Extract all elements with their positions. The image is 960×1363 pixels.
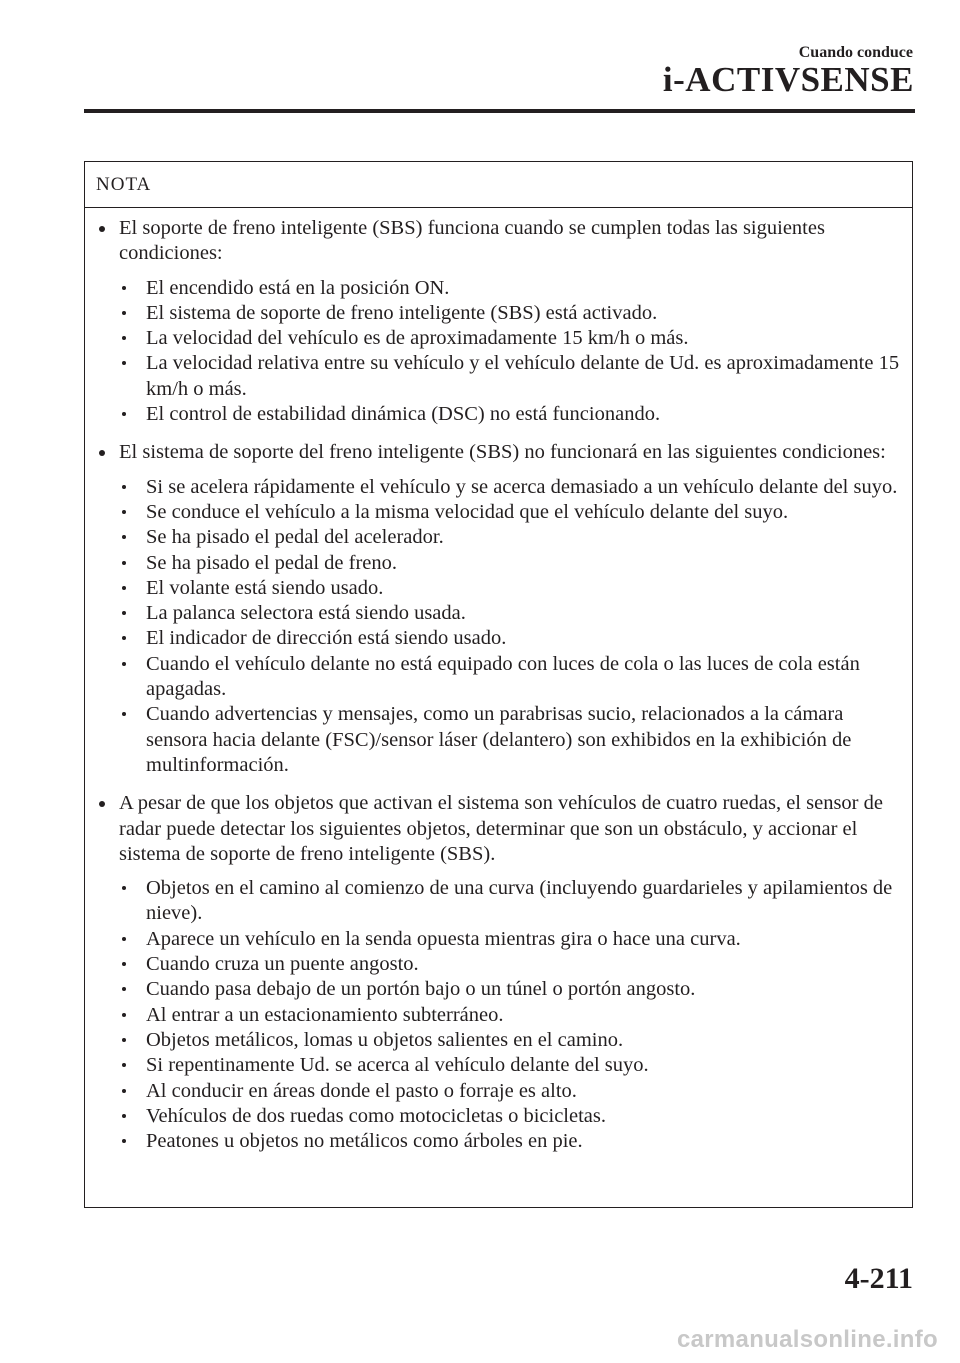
sub-list-item (99, 1028, 902, 1053)
sub-bullet-dot-icon (122, 712, 126, 716)
sub-bullet-dot-icon (122, 662, 126, 666)
sub-bullet-dot-icon (122, 611, 126, 615)
sub-item-text: Objetos metálicos, lomas u objetos salientes en el camino. (146, 1028, 624, 1051)
sub-list-item (99, 1104, 902, 1129)
sub-item-text: El control de estabilidad dinámica (DSC) no está funcionando. (146, 403, 661, 426)
sub-list-item (99, 402, 902, 427)
sub-item-text: El indicador de dirección está siendo usado. (146, 627, 507, 650)
sub-list-item (99, 876, 902, 927)
section-heading: Cuando conduce (798, 44, 913, 61)
sub-list-item (99, 525, 902, 550)
sub-item-text: Al conducir en áreas donde el pasto o forraje es alto. (146, 1079, 577, 1102)
sub-item-text: Cuando pasa debajo de un portón bajo o un túnel o portón angosto. (146, 978, 696, 1001)
sub-list-item (99, 1079, 902, 1104)
sub-bullet-dot-icon (122, 1038, 126, 1042)
sub-list-item (99, 301, 902, 326)
note-body (85, 208, 912, 1154)
bullet-text: A pesar de que los objetos que activan el sistema son vehículos de cuatro ruedas, el sensor de radar puede detectar los siguientes objetos, determinar que son un obstáculo, y accionar el sistema de soporte de freno inteligente (SBS). (119, 792, 883, 865)
sub-bullet-dot-icon (122, 886, 126, 890)
sub-list-item (99, 652, 902, 703)
sub-bullet-dot-icon (122, 286, 126, 290)
sub-item-text: Cuando advertencias y mensajes, como un parabrisas sucio, relacionados a la cámara sensora hacia delante (FSC)/sensor láser (delantero) son exhibidos en la exhibición de multinformación. (146, 703, 852, 776)
sub-list-item (99, 576, 902, 601)
sub-item-text: La velocidad relativa entre su vehículo y el vehículo delante de Ud. es aproximadamente 15 km/h o más. (146, 352, 900, 400)
sub-list-item (99, 475, 902, 500)
sub-item-text: Al entrar a un estacionamiento subterráneo. (146, 1003, 504, 1026)
bullet-dot-icon (99, 801, 105, 807)
sub-list-item (99, 977, 902, 1002)
sub-item-text: La palanca selectora está siendo usada. (146, 602, 466, 625)
sub-bullet-dot-icon (122, 1013, 126, 1017)
sub-item-text: Se ha pisado el pedal de freno. (146, 551, 398, 574)
sub-item-text: Cuando cruza un puente angosto. (146, 953, 419, 976)
sub-bullet-dot-icon (122, 937, 126, 941)
sub-list-item (99, 1129, 902, 1154)
sub-bullet-dot-icon (122, 586, 126, 590)
sub-bullet-dot-icon (122, 636, 126, 640)
page-number: 4-211 (844, 1262, 913, 1295)
note-bullet (99, 791, 902, 867)
sub-item-text: Se conduce el vehículo a la misma velocidad que el vehículo delante del suyo. (146, 500, 789, 523)
sub-list-item (99, 626, 902, 651)
watermark: carmanualsonline.info (676, 1326, 938, 1353)
sub-list-item (99, 952, 902, 977)
sub-bullet-dot-icon (122, 1139, 126, 1143)
sub-bullet-dot-icon (122, 412, 126, 416)
header-divider (84, 109, 915, 113)
sub-list-item (99, 702, 902, 778)
sub-item-text: Vehículos de dos ruedas como motocicletas o bicicletas. (146, 1104, 606, 1127)
sub-item-text: El encendido está en la posición ON. (146, 276, 450, 299)
sub-list (99, 876, 902, 1154)
sub-bullet-dot-icon (122, 361, 126, 365)
sub-bullet-dot-icon (122, 1063, 126, 1067)
sub-item-text: Cuando el vehículo delante no está equipado con luces de cola o las luces de cola están apagadas. (146, 652, 860, 701)
sub-list-item (99, 500, 902, 525)
sub-bullet-dot-icon (122, 1114, 126, 1118)
sub-bullet-dot-icon (122, 311, 126, 315)
sub-bullet-dot-icon (122, 561, 126, 565)
sub-bullet-dot-icon (122, 336, 126, 340)
sub-item-text: Objetos en el camino al comienzo de una curva (incluyendo guardarieles y apilamientos de nieve). (146, 877, 893, 925)
sub-item-text: Se ha pisado el pedal del acelerador. (146, 526, 444, 549)
sub-list-item (99, 351, 902, 402)
sub-item-text: Peatones u objetos no metálicos como árboles en pie. (146, 1130, 583, 1153)
sub-bullet-dot-icon (122, 535, 126, 539)
sub-bullet-dot-icon (122, 1089, 126, 1093)
sub-item-text: Aparece un vehículo en la senda opuesta mientras gira o hace una curva. (146, 927, 741, 950)
bullet-text: El soporte de freno inteligente (SBS) funciona cuando se cumplen todas las siguientes condiciones: (119, 217, 825, 265)
sub-item-text: La velocidad del vehículo es de aproximadamente 15 km/h o más. (146, 327, 689, 350)
sub-bullet-dot-icon (122, 485, 126, 489)
sub-list-item (99, 1003, 902, 1028)
sub-item-text: Si repentinamente Ud. se acerca al vehículo delante del suyo. (146, 1054, 649, 1077)
sub-bullet-dot-icon (122, 510, 126, 514)
sub-list-item (99, 551, 902, 576)
sub-list (99, 276, 902, 428)
sub-bullet-dot-icon (122, 962, 126, 966)
note-box (84, 161, 913, 1208)
note-bullet (99, 216, 902, 267)
sub-list-item (99, 601, 902, 626)
note-bullet (99, 440, 902, 465)
sub-list-item (99, 326, 902, 351)
sub-item-text: Si se acelera rápidamente el vehículo y se acerca demasiado a un vehículo delante del suyo. (146, 475, 898, 498)
sub-list-item (99, 927, 902, 952)
sub-list-item (99, 276, 902, 301)
sub-list-item (99, 1053, 902, 1078)
bullet-text: El sistema de soporte del freno inteligente (SBS) no funcionará en las siguientes condiciones: (119, 441, 886, 464)
sub-list (99, 475, 902, 779)
sub-item-text: El volante está siendo usado. (146, 576, 384, 599)
sub-bullet-dot-icon (122, 987, 126, 991)
note-label: NOTA (85, 162, 912, 208)
bullet-dot-icon (99, 226, 105, 232)
chapter-title: i-ACTIVSENSE (662, 60, 914, 99)
sub-item-text: El sistema de soporte de freno inteligente (SBS) está activado. (146, 301, 658, 324)
bullet-dot-icon (99, 450, 105, 456)
